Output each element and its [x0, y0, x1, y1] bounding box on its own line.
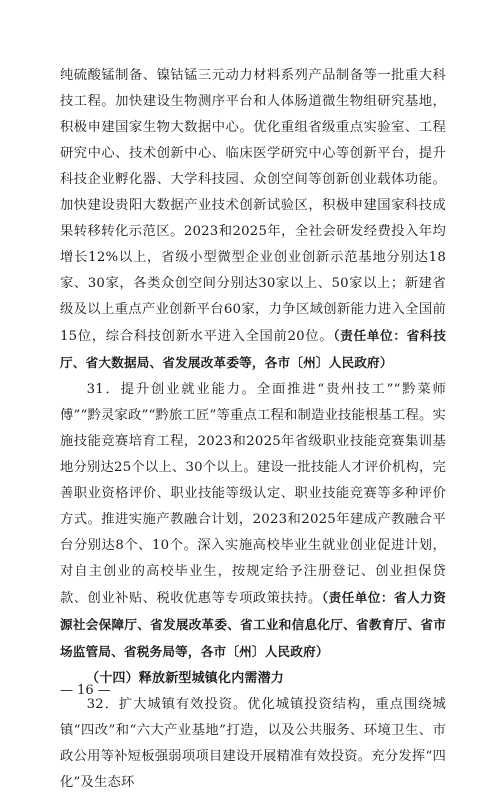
paragraph-text: 31．提升创业就业能力。全面推进“贵州技工”“黔菜师傅”“黔灵家政”“黔旅工匠”等重点工程和制造业技能根基工程。实施技能竞赛培育工程，2023和2025年省级职业技能竞赛集训基地分别达25个以上、30个以上。建设一批技能人才评价机构，完善职业资格评价、职业技能等级认定、职业技能竞赛等多种评价方式。推进实施产教融合计划，2023和2025年建成产教融合平台分别达8个、10个。深入实施高校毕业生就业创业促进计划，对自主创业的高校毕业生，按规定给予注册登记、创业担保贷款、创业补贴、税收优惠等专项政策扶持。	[60, 382, 446, 606]
responsible-units: （责任单位：省科技厅、省大数据局、省发展改革委等，各市〔州〕人民政府）	[60, 328, 446, 370]
paragraph-item-32	[60, 692, 446, 796]
paragraph-item-31	[60, 377, 446, 666]
section-heading: （十四）释放新型城镇化内需潜力	[86, 671, 285, 686]
responsible-units: （责任单位：省人力资源社会保障厅、省发展改革委、省工业和信息化厅、省教育厅、省市场监管局、省税务局等，各市〔州〕人民政府）	[60, 590, 446, 659]
document-body	[60, 63, 446, 796]
paragraph-text: 32．扩大城镇有效投资。优化城镇投资结构，重点围绕城镇“四改”和“六大产业基地”打造，以及公共服务、环境卫生、市政公用等补短板强弱项项目建设开展精准有效投资。充分发挥“四化”及生态环	[60, 697, 446, 790]
paragraph-science-innovation	[60, 63, 446, 377]
page-number: — 16 —	[60, 683, 111, 698]
paragraph-text: 纯硫酸锰制备、镍钴锰三元动力材料系列产品制备等一批重大科技工程。加快建设生物测序平台和人体肠道微生物组研究基地，积极申建国家生物大数据中心。优化重组省级重点实验室、工程研究中心、技术创新中心、临床医学研究中心等创新平台，提升科技企业孵化器、大学科技园、众创空间等创新创业载体功能。加快建设贵阳大数据产业技术创新试验区，积极申建国家科技成果转移转化示范区。2023和2025年，全社会研发经费投入年均增长12%以上，省级小型微型企业创业创新示范基地分别达18家、30家，各类众创空间分别达30家以上、50家以上；新建省级及以上重点产业创新平台60家，力争区域创新能力进入全国前15位，综合科技创新水平进入全国前20位。	[60, 68, 446, 344]
